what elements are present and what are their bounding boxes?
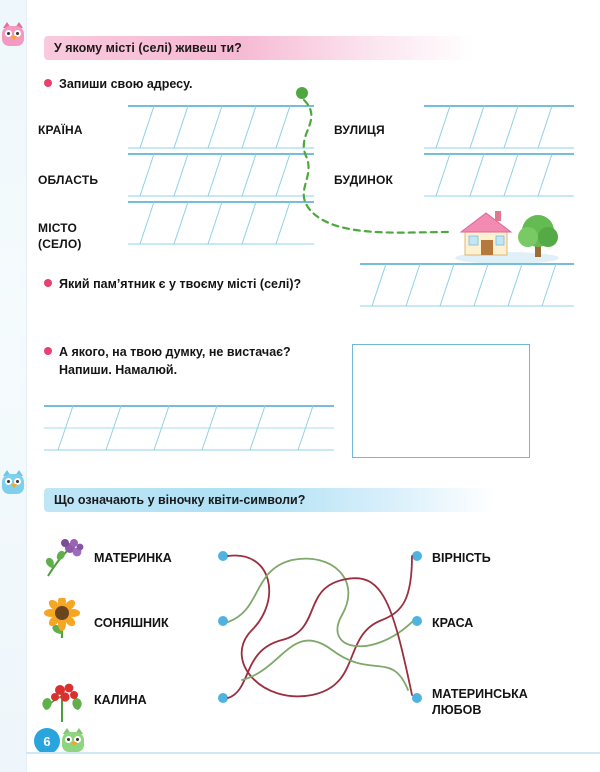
writing-grid-city[interactable] (128, 200, 314, 246)
sunflower-icon (38, 598, 86, 647)
symbol-left-label-3: КАЛИНА (94, 693, 147, 707)
task-1-text: Запиши свою адресу. (59, 77, 193, 91)
bullet-dot-icon (44, 279, 52, 287)
footer-divider (26, 752, 600, 754)
label-street: ВУЛИЦЯ (334, 123, 385, 137)
section1-heading-text: У якому місті (селі) живеш ти? (54, 41, 242, 55)
owl-icon (62, 728, 84, 752)
section-heading-address (44, 36, 474, 60)
writing-grid-monument[interactable] (360, 262, 574, 308)
label-country: КРАЇНА (38, 123, 83, 137)
task-3-text: А якого, на твою думку, не вистачає? Напиши. Намалюй. (59, 345, 291, 378)
writing-grid-country[interactable] (128, 104, 314, 150)
section2-heading-text: Що означають у віночку квіти-символи? (54, 493, 306, 507)
symbol-right-label-2: КРАСА (432, 616, 474, 630)
task-2-text: Який пам’ятник є у твоєму місті (селі)? (59, 277, 302, 291)
owl-icon (2, 22, 24, 46)
symbol-right-label-3 (432, 686, 562, 719)
label-city-line2: (СЕЛО) (38, 237, 82, 252)
label-city-line1: МІСТО (38, 221, 78, 235)
symbol-right-label-1: ВІРНІСТЬ (432, 551, 491, 565)
symbol-right-label-3-line1: МАТЕРИНСЬКА (432, 687, 528, 701)
task-2 (44, 275, 354, 293)
section-heading-symbols (44, 488, 494, 512)
symbol-right-label-3-line2: ЛЮБОВ (432, 703, 482, 718)
house-and-tree-icon (455, 205, 565, 268)
page-number: 6 (34, 728, 60, 754)
label-region: ОБЛАСТЬ (38, 173, 99, 187)
symbol-left-label-1: МАТЕРИНКА (94, 551, 172, 565)
oregano-flower-icon (38, 538, 86, 583)
drawing-box[interactable] (352, 344, 530, 458)
match-curves-decoration (222, 540, 420, 717)
owl-icon (2, 470, 24, 494)
symbol-left-label-2: СОНЯШНИК (94, 616, 169, 630)
writing-grid-answer[interactable] (44, 404, 334, 452)
label-house: БУДИНОК (334, 173, 394, 187)
bullet-dot-icon (44, 79, 52, 87)
viburnum-berries-icon (38, 680, 86, 729)
label-city (38, 220, 118, 252)
bullet-dot-icon (44, 347, 52, 355)
task-3 (44, 343, 344, 379)
left-margin-strip (0, 0, 27, 772)
writing-grid-region[interactable] (128, 152, 314, 198)
